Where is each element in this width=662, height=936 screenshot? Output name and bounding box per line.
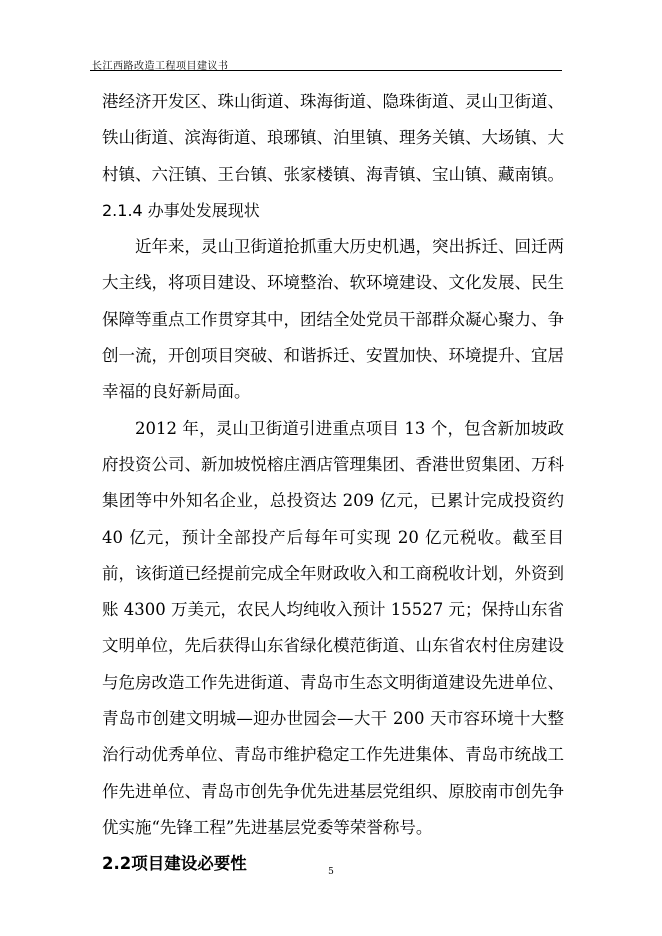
page-number: 5 xyxy=(328,867,334,877)
subsection-heading: 2.1.4 办事处发展现状 xyxy=(102,200,260,220)
header-divider xyxy=(90,70,562,71)
section-heading: 2.2项目建设必要性 xyxy=(102,854,247,874)
paragraph-development-status: 近年来，灵山卫街道抢抓重大历史机遇，突出拆迁、回迁两大主线，将项目建设、环境整治、软环境建设、文化发展、民生保障等重点工作贯穿其中，团结全处党员干部群众凝心聚力、争创一流，开创项目突破、和谐拆迁、安置加快、环境提升、宜居幸福的良好新局面。 xyxy=(102,237,564,402)
document-header-title: 长江西路改造工程项目建议书 xyxy=(92,61,229,72)
paragraph-2012-achievements: 2012 年，灵山卫街道引进重点项目 13 个，包含新加坡政府投资公司、新加坡悦榕庄酒店管理集团、香港世贸集团、万科集团等中外知名企业，总投资达 209 亿元，已累计完成投资约 40 亿元，预计全部投产后每年可实现 20 亿元税收。截至目前，该街道已经提前完成全年财政收入和工商税收计划，外资到账 4300 万美元，农民人均纯收入预计 15527 元；保持山东省文明单位，先后获得山东省绿化模范街道、山东省农村住房建设与危房改造工作先进街道、青岛市生态文明街道建设先进单位、青岛市创建文明城—迎办世园会—大干 200 天市容环境十大整治行动优秀单位、青岛市维护稳定工作先进集体、青岛市统战工作先进单位、青岛市创先争优先进基层党组织、原胶南市创先争优实施“先锋工程”先进基层党委等荣誉称号。 xyxy=(102,418,564,837)
paragraph-continued: 港经济开发区、珠山街道、珠海街道、隐珠街道、灵山卫街道、铁山街道、滨海街道、琅琊镇、泊里镇、理务关镇、大场镇、大村镇、六汪镇、王台镇、张家楼镇、海青镇、宝山镇、藏南镇。 xyxy=(102,92,564,184)
page-body xyxy=(102,84,564,883)
